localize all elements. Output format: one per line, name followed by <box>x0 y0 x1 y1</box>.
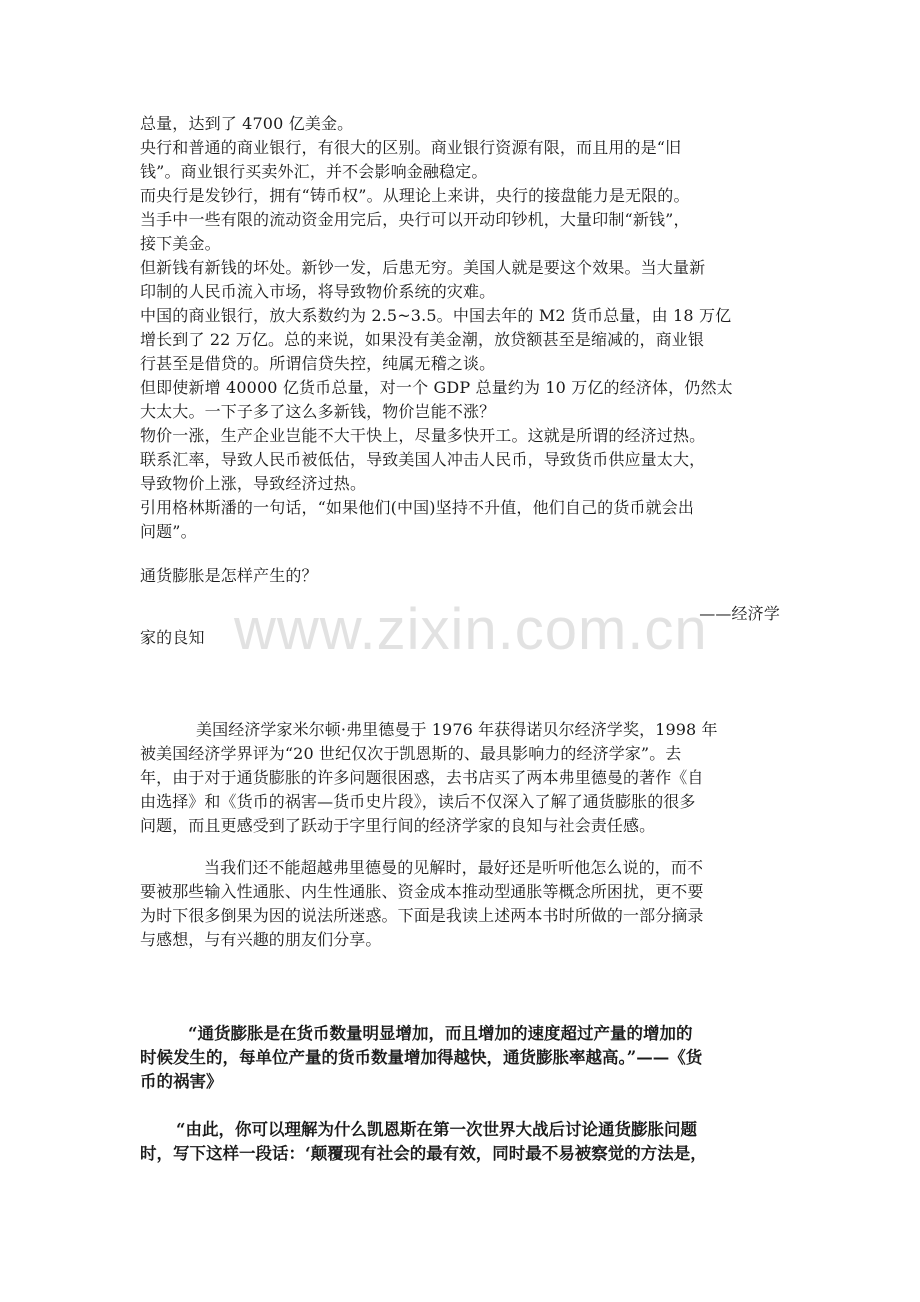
text-line: 由选择》和《货币的祸害—货币史片段》，读后不仅深入了解了通货膨胀的很多 <box>140 792 696 811</box>
text-line: 物价一涨，生产企业岂能不大干快上，尽量多快开工。这就是所谓的经济过热。 <box>140 426 706 445</box>
text-line: 钱”。商业银行买卖外汇，并不会影响金融稳定。 <box>140 162 488 181</box>
text-line: 导致物价上涨，导致经济过热。 <box>140 474 367 493</box>
text-line: 而央行是发钞行，拥有“铸币权”。从理论上来讲，央行的接盘能力是无限的。 <box>140 186 690 205</box>
quote-inflation-definition <box>140 1022 780 1094</box>
article-subtitle <box>140 602 780 650</box>
text-line: 问题，而且更感受到了跃动于字里行间的经济学家的良知与社会责任感。 <box>140 816 656 835</box>
text-line: “通货膨胀是在货币数量明显增加，而且增加的速度超过产量的增加的 <box>188 1024 693 1043</box>
text-line: 为时下很多倒果为因的说法所迷惑。下面是我读上述两本书时所做的一部分摘录 <box>140 906 704 925</box>
text-line: 接下美金。 <box>140 234 221 253</box>
subtitle-right-part: ——经济学 <box>699 604 780 623</box>
document-page <box>140 112 780 1166</box>
text-line: 但即使新增 40000 亿货币总量，对一个 GDP 总量约为 10 万亿的经济体，仍然太 <box>140 378 733 397</box>
paragraph-reading-notes <box>140 856 780 952</box>
text-line: 要被那些输入性通胀、内生性通胀、资金成本推动型通胀等概念所困扰，更不要 <box>140 882 704 901</box>
quote-keynes <box>140 1118 780 1166</box>
text-line: 印制的人民币流入市场，将导致物价系统的灾难。 <box>140 282 496 301</box>
text-line: 时，写下这样一段话：‘颠覆现有社会的最有效，同时最不易被察觉的方法是， <box>140 1144 707 1163</box>
text-line: 与感想，与有兴趣的朋友们分享。 <box>140 930 382 949</box>
text-line: 大太大。一下子多了这么多新钱，物价岂能不涨？ <box>140 402 496 421</box>
text-line: 增长到了 22 万亿。总的来说，如果没有美金潮，放贷额甚至是缩减的，商业银 <box>140 330 705 349</box>
article-title: 通货膨胀是怎样产生的？ <box>140 566 318 585</box>
text-line: 中国的商业银行，放大系数约为 2.5~3.5。中国去年的 M2 货币总量，由 18 万亿 <box>140 306 732 325</box>
subtitle-left-part: 家的良知 <box>140 628 205 647</box>
watermark: www.zixin.com.cn <box>234 597 708 662</box>
text-line: 联系汇率，导致人民币被低估，导致美国人冲击人民币，导致货币供应量太大， <box>140 450 706 469</box>
paragraph-intro <box>140 718 780 838</box>
section-money-supply <box>140 112 780 544</box>
text-line: 但新钱有新钱的坏处。新钞一发，后患无穷。美国人就是要这个效果。当大量新 <box>140 258 706 277</box>
text-line: 央行和普通的商业银行，有很大的区别。商业银行资源有限，而且用的是“旧 <box>140 138 682 157</box>
text-line: 当手中一些有限的流动资金用完后，央行可以开动印钞机，大量印制“新钱”， <box>140 210 690 229</box>
text-line: 问题”。 <box>140 522 197 541</box>
text-line: 行甚至是借贷的。所谓信贷失控，纯属无稽之谈。 <box>140 354 496 373</box>
text-line: 币的祸害》 <box>140 1072 223 1091</box>
text-line: 年，由于对于通货膨胀的许多问题很困惑，去书店买了两本弗里德曼的著作《自 <box>140 768 704 787</box>
text-line: 美国经济学家米尔顿·弗里德曼于 1976 年获得诺贝尔经济学奖，1998 年 <box>196 720 718 739</box>
text-line: 时候发生的，每单位产量的货币数量增加得越快，通货膨胀率越高。”——《货 <box>140 1048 703 1067</box>
text-line: 引用格林斯潘的一句话，“如果他们(中国)坚持不升值，他们自己的货币就会出 <box>140 498 695 517</box>
text-line: 总量，达到了 4700 亿美金。 <box>140 114 354 133</box>
text-line: 被美国经济学界评为“20 世纪仅次于凯恩斯的、最具影响力的经济学家”。去 <box>140 744 682 763</box>
text-line: “由此，你可以理解为什么凯恩斯在第一次世界大战后讨论通货膨胀问题 <box>176 1120 697 1139</box>
text-line: 当我们还不能超越弗里德曼的见解时，最好还是听听他怎么说的，而不 <box>204 858 704 877</box>
